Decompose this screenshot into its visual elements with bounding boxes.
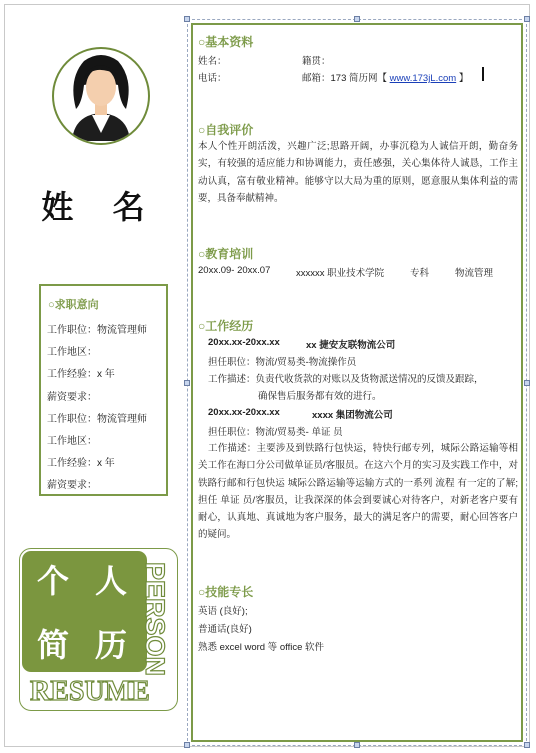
intent-line: 薪资要求：: [47, 480, 97, 491]
edu-period: 20xx.09- 20xx.07: [198, 265, 271, 276]
intent-line: 工作地区：: [47, 436, 97, 447]
email-link[interactable]: www.173jL.com: [389, 73, 457, 84]
intent-line: 工作职位：物流管理师: [47, 325, 147, 336]
name-label: 姓名：: [198, 56, 227, 67]
job-desc: 工作描述：负责代收货款的对账以及货物派送情况的反馈及跟踪，: [208, 374, 484, 385]
edu-school: xxxxxx 职业技术学院: [296, 268, 385, 279]
avatar: [52, 47, 150, 145]
badge-char: 历: [95, 626, 128, 664]
job-desc: 确保售后服务都有效的进行。: [258, 391, 382, 402]
intent-line: 工作职位：物流管理师: [47, 414, 147, 425]
section-title-self-eval: ○自我评价: [198, 123, 254, 137]
skill-line: 熟悉 excel word 等 office 软件: [198, 642, 325, 653]
edu-major: 物流管理: [455, 268, 494, 279]
resize-handle[interactable]: [524, 380, 530, 386]
origin-label: 籍贯：: [302, 56, 331, 67]
email-suffix: 】: [458, 73, 469, 84]
section-title-basic: ○基本资料: [198, 35, 254, 49]
intent-line: 工作经验：x 年: [47, 458, 115, 469]
phone-label: 电话：: [198, 73, 227, 84]
resize-handle[interactable]: [184, 742, 190, 748]
section-title-work: ○工作经历: [198, 319, 254, 333]
skill-line: 普通话(良好): [198, 624, 252, 635]
job-position: 担任职位：物流/贸易类- 单证 员: [208, 427, 343, 438]
badge-char: 个: [37, 562, 70, 600]
email-prefix: 邮箱：173 简历网【: [302, 73, 387, 84]
resize-handle[interactable]: [354, 742, 360, 748]
job-period: 20xx.xx-20xx.xx: [208, 337, 280, 348]
job-period: 20xx.xx-20xx.xx: [208, 407, 280, 418]
resize-handle[interactable]: [354, 16, 360, 22]
resize-handle[interactable]: [184, 16, 190, 22]
person-word: PERSON: [140, 562, 170, 677]
skill-line: 英语 (良好);: [198, 606, 248, 617]
job-intent-title: ○求职意向: [48, 299, 99, 311]
section-title-education: ○教育培训: [198, 247, 254, 261]
intent-line: 工作经验：x 年: [47, 369, 115, 380]
job-desc: 工作描述：主要涉及到铁路行包快运，特快行邮专列，城际公路运输等相关工作在海口分公司做单证员/客服员。在这六个月的实习及实践工作中，对铁路行邮和行包快运 城际公路运输等运输方式的一系列 流程 有一定的了解;担任 单证 员/客服员，让我深深的体会到要诚心对待客户，对新老客户要有耐心，认真地、真诚地为客户服务，最大的满足客户的需要，耐心回答客户的疑问。: [198, 443, 518, 541]
edu-degree: 专科: [410, 268, 430, 279]
intent-line: 工作地区：: [47, 347, 97, 358]
job-position: 担任职位：物流/贸易类-物流操作员: [208, 357, 357, 368]
resize-handle[interactable]: [184, 380, 190, 386]
resume-word: RESUME: [30, 676, 150, 707]
email-line: [302, 70, 468, 84]
self-eval-text: 本人个性开朗活泼，兴趣广泛;思路开阔，办事沉稳为人诚信开朗，勤奋务实，有较强的适应能力和协调能力，责任感强，关心集体待人诚恳，工作主动认真，富有敬业精神。能够守以大局为重的原则，愿意服从集体利益的需要，具备奉献精神。: [198, 141, 518, 204]
resize-handle[interactable]: [524, 16, 530, 22]
badge-char: 简: [37, 626, 70, 664]
avatar-illustration: [54, 49, 148, 143]
job-company: xxxx 集团物流公司: [312, 410, 393, 421]
candidate-name: 姓 名: [41, 188, 159, 226]
resize-handle[interactable]: [524, 742, 530, 748]
section-title-skills: ○技能专长: [198, 585, 254, 599]
intent-line: 薪资要求：: [47, 392, 97, 403]
text-caret: [482, 67, 484, 81]
badge-char: 人: [95, 562, 128, 600]
job-company: xx 捷安友联物流公司: [306, 340, 396, 351]
